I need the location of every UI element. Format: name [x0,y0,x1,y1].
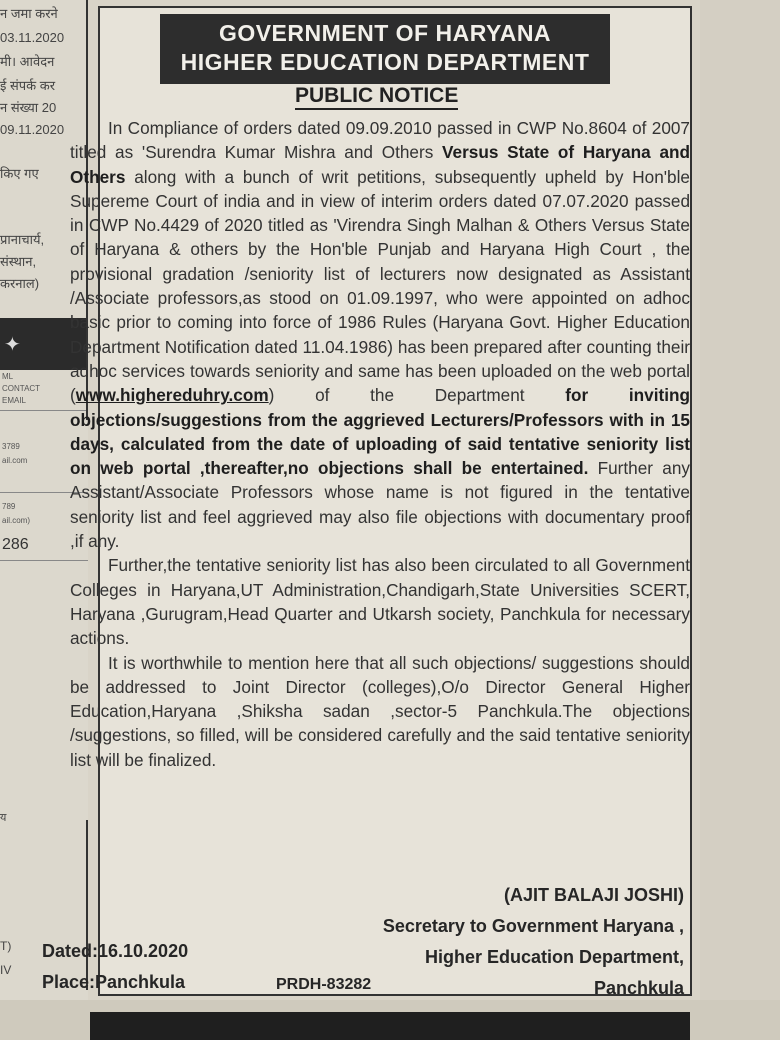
notice-header [160,14,610,84]
notice-place: Place:Panchkula [42,972,186,992]
left-line-1: न जमा करने [0,6,58,21]
web-portal-link[interactable]: www.highereduhry.com [75,385,269,406]
public-notice-panel [42,6,692,998]
prdh-number: PRDH-83282 [276,976,372,993]
left-small-3: EMAIL [2,396,27,405]
signatory-place: Panchkula [593,978,684,998]
left-line-8: प्रानाचार्य, [0,232,45,247]
p1-bold-objections: for inviting objections/suggestions from the aggrieved Lecturers/Professors with in 15 days, calculated from the date of uploading of said tentative seniority list on web portal ,thereafter,no objections shall be entertained. [70,385,690,479]
p1-text-c: along with a bunch of writ petitions, subsequently upheld by Hon'ble Supereme Court of india and in view of interim orders dated 07.07.2020 passed in CWP No.4429 of 2020 titled as 'Virendra Singh Malhan & Others Versus State of Haryana & others by the Hon'ble Punjab and Haryana High Court , the provisional gradation /seniority list of lecturers now designated as Assistant /Associate professors,as stood on 01.09.1997, who were appointed on adhoc basic prior to coming into force of 1986 Rules (Haryana Govt. Higher Education Department Notification dated 11.04.1986) has been prepared after counting their adhoc services towards seniority and same has been uploaded on the web portal ( [70,166,690,406]
public-notice-title: PUBLIC NOTICE [295,84,458,110]
left-line-9: संस्थान, [0,254,37,269]
left-line-4: ई संपर्क कर [0,78,56,93]
signatory-title-1: Secretary to Government Haryana , [382,916,684,936]
header-government: GOVERNMENT OF HARYANA [218,20,552,46]
left-fragment-3: IV [0,963,12,977]
p1-bold-versus: Versus State of Haryana and Others [70,142,691,187]
left-line-7: किए गए [0,166,39,181]
signatory-title-2: Higher Education Department, [424,947,684,967]
paragraph-2: Further,the tentative seniority list has also been circulated to all Government Colleges in Haryana,UT Administration,Chandigarh,State Universities SCERT, Haryana ,Gurugram,Head Quarter and Utkarsh society, Panchkula for necessary actions. [70,555,690,649]
left-line-10: करनाल) [0,276,40,291]
left-line-5: न संख्या 20 [0,100,57,115]
notice-date: Dated:16.10.2020 [42,941,189,961]
p1-text-f: Further any Assistant/Associate Professors whose name is not figured in the tentative seniority list and feel aggrieved may also file objections with documentary proof ,if any. [70,458,690,552]
left-small-6: 789 [2,502,16,511]
paragraph-3: It is worthwhile to mention here that all such objections/ suggestions should be addressed to Joint Director (colleges),O/o Director General Higher Education,Haryana ,Shiksha sadan ,sector-5 Panchkula.The objections /suggestions, so filled, will be considered carefully and the said tentative seniority list will be finalized. [70,652,690,770]
bottom-dark-band [90,1012,690,1040]
left-small-5: ail.com [2,456,28,465]
p1-text-d: ) of the Department [268,385,566,406]
left-line-3: मी। आवेदन [0,54,55,69]
paragraph-1 [70,116,690,553]
left-number: 286 [2,536,29,553]
header-department: HIGHER EDUCATION DEPARTMENT [180,49,590,75]
p1-text-a: In Compliance of orders dated 09.09.2010 passed in CWP No.8604 of 2007 titled as 'Surendra Kumar Mishra and Others [70,118,690,163]
left-line-2: 03.11.2020 [0,30,65,45]
left-small-7: ail.com) [2,516,31,525]
date-place-block [42,936,188,998]
signatory-name: (AJIT BALAJI JOSHI) [503,885,684,905]
left-small-4: 3789 [2,442,20,451]
left-fragment-2: T) [0,939,12,953]
left-small-1: ML [2,372,14,381]
left-small-2: CONTACT [2,384,41,393]
signature-block [383,880,684,1004]
left-line-6: 09.11.2020 [0,122,65,137]
right-page-margin [700,0,780,1040]
left-fragment-1: य [0,812,7,824]
notice-body [70,116,690,772]
bottom-page-strip [0,1000,780,1040]
left-dark-bar: ✦ [0,318,88,370]
